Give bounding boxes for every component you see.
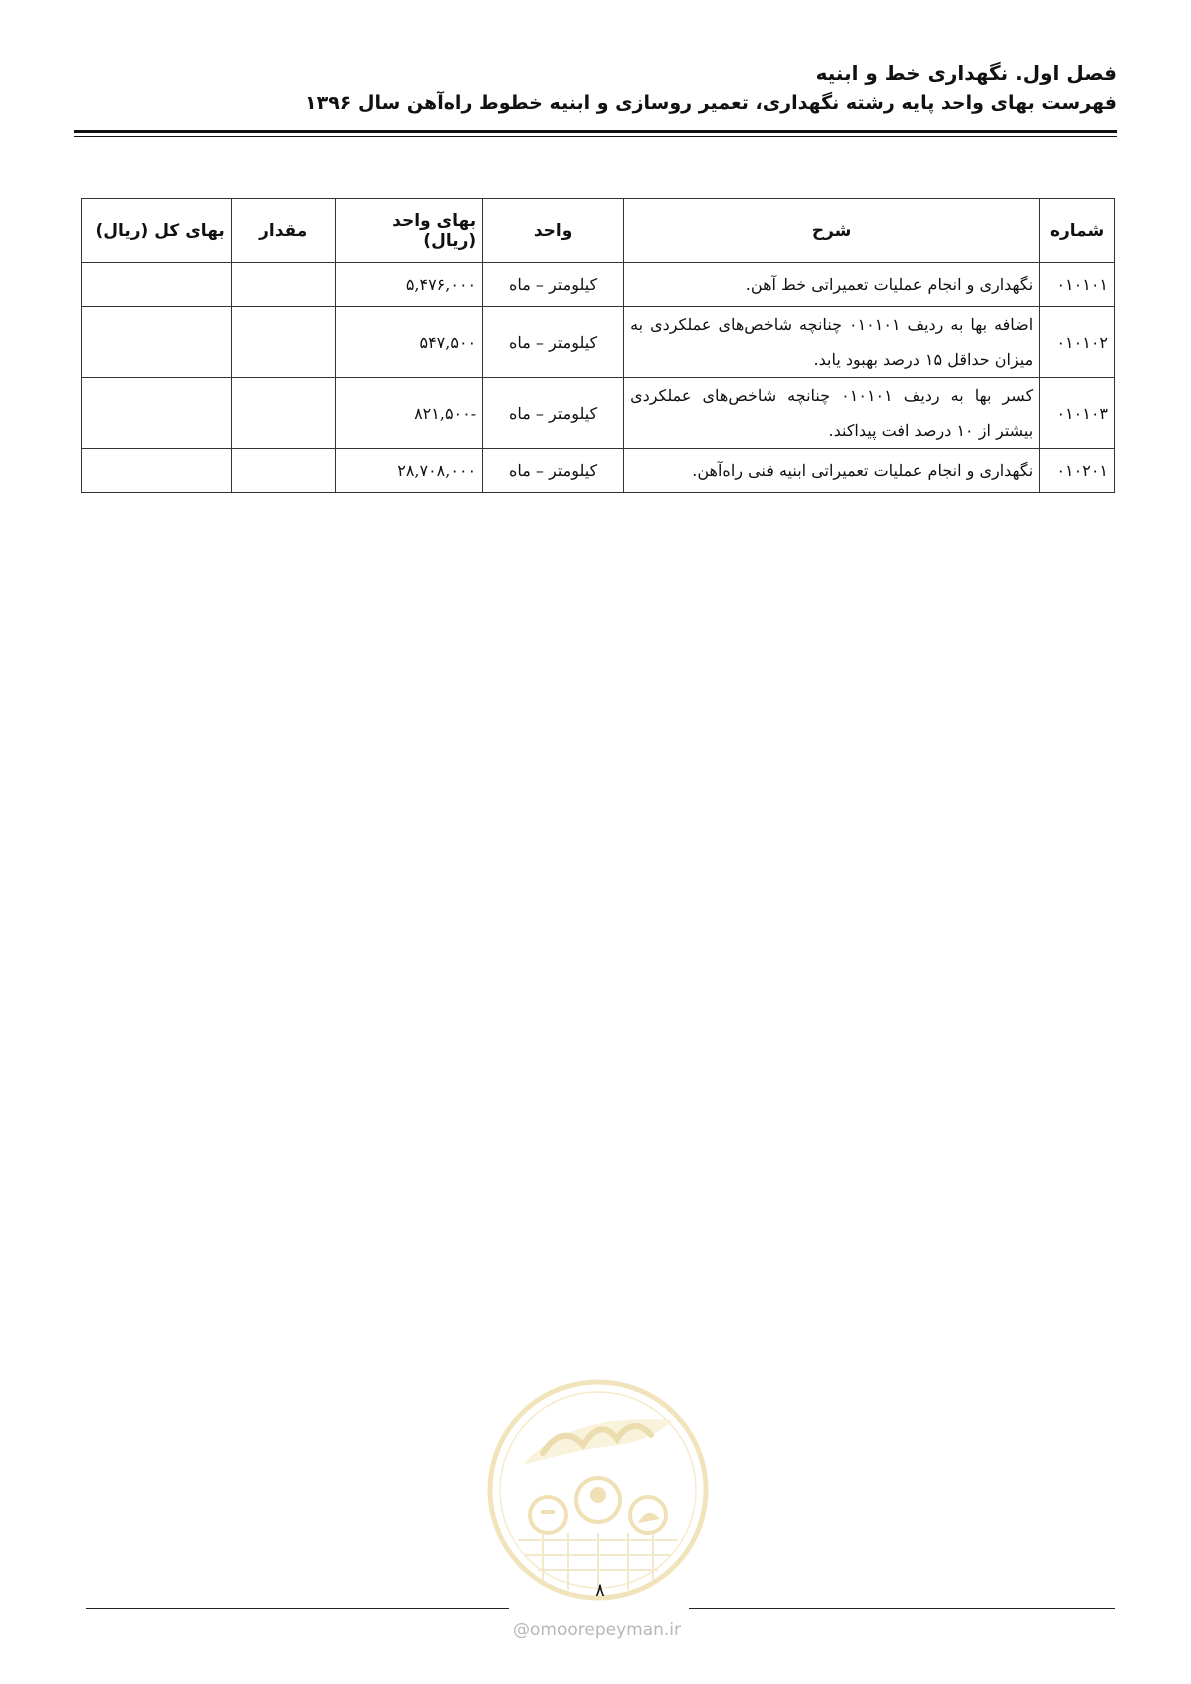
cell-number: ۰۱۰۱۰۳ [1040, 378, 1115, 449]
header-rule-thin [74, 136, 1117, 137]
page-header [67, 58, 1117, 118]
price-list-table [81, 198, 1115, 493]
cell-quantity [231, 378, 335, 449]
footer-rule-right [689, 1608, 1115, 1609]
cell-description: نگهداری و انجام عملیات تعمیراتی ابنیه فنی راه‌آهن. [624, 449, 1040, 493]
cell-number: ۰۱۰۲۰۱ [1040, 449, 1115, 493]
watermark-logo-icon [483, 1375, 713, 1605]
header-quantity: مقدار [231, 199, 335, 263]
cell-unit-price: ۲۸,۷۰۸,۰۰۰ [335, 449, 483, 493]
cell-total-price [82, 263, 232, 307]
cell-unit: کیلومتر – ماه [483, 378, 624, 449]
cell-quantity [231, 449, 335, 493]
cell-unit-price: -۸۲۱,۵۰۰ [335, 378, 483, 449]
header-total-price: بهای کل (ریال) [82, 199, 232, 263]
site-watermark-text: @omoorepeyman.ir [512, 1620, 682, 1640]
document-subtitle: فهرست بهای واحد پایه رشته نگهداری، تعمیر روسازی و ابنیه خطوط راه‌آهن سال ۱۳۹۶ [305, 92, 1117, 114]
table-row [82, 263, 1115, 307]
header-rule-thick [74, 130, 1117, 133]
header-description: شرح [624, 199, 1040, 263]
header-number: شماره [1040, 199, 1115, 263]
cell-number: ۰۱۰۱۰۲ [1040, 307, 1115, 378]
table-header-row [82, 199, 1115, 263]
cell-unit: کیلومتر – ماه [483, 307, 624, 378]
chapter-title: فصل اول. نگهداری خط و ابنیه [815, 61, 1117, 85]
table-row [82, 378, 1115, 449]
cell-total-price [82, 378, 232, 449]
header-unit: واحد [483, 199, 624, 263]
table-row [82, 449, 1115, 493]
cell-unit: کیلومتر – ماه [483, 263, 624, 307]
cell-quantity [231, 263, 335, 307]
page-number: ۸ [595, 1580, 605, 1601]
cell-description: نگهداری و انجام عملیات تعمیراتی خط آهن. [624, 263, 1040, 307]
cell-total-price [82, 449, 232, 493]
header-unit-price: بهای واحد (ریال) [335, 199, 483, 263]
cell-description: اضافه بها به ردیف ۰۱۰۱۰۱ چنانچه شاخص‌های عملکردی به میزان حداقل ۱۵ درصد بهبود یابد. [624, 307, 1040, 378]
cell-description: کسر بها به ردیف ۰۱۰۱۰۱ چنانچه شاخص‌های عملکردی بیشتر از ۱۰ درصد افت پیداکند. [624, 378, 1040, 449]
cell-unit-price: ۵,۴۷۶,۰۰۰ [335, 263, 483, 307]
footer-rule-left [86, 1608, 509, 1609]
cell-number: ۰۱۰۱۰۱ [1040, 263, 1115, 307]
cell-unit-price: ۵۴۷,۵۰۰ [335, 307, 483, 378]
cell-quantity [231, 307, 335, 378]
cell-unit: کیلومتر – ماه [483, 449, 624, 493]
cell-total-price [82, 307, 232, 378]
table-row [82, 307, 1115, 378]
